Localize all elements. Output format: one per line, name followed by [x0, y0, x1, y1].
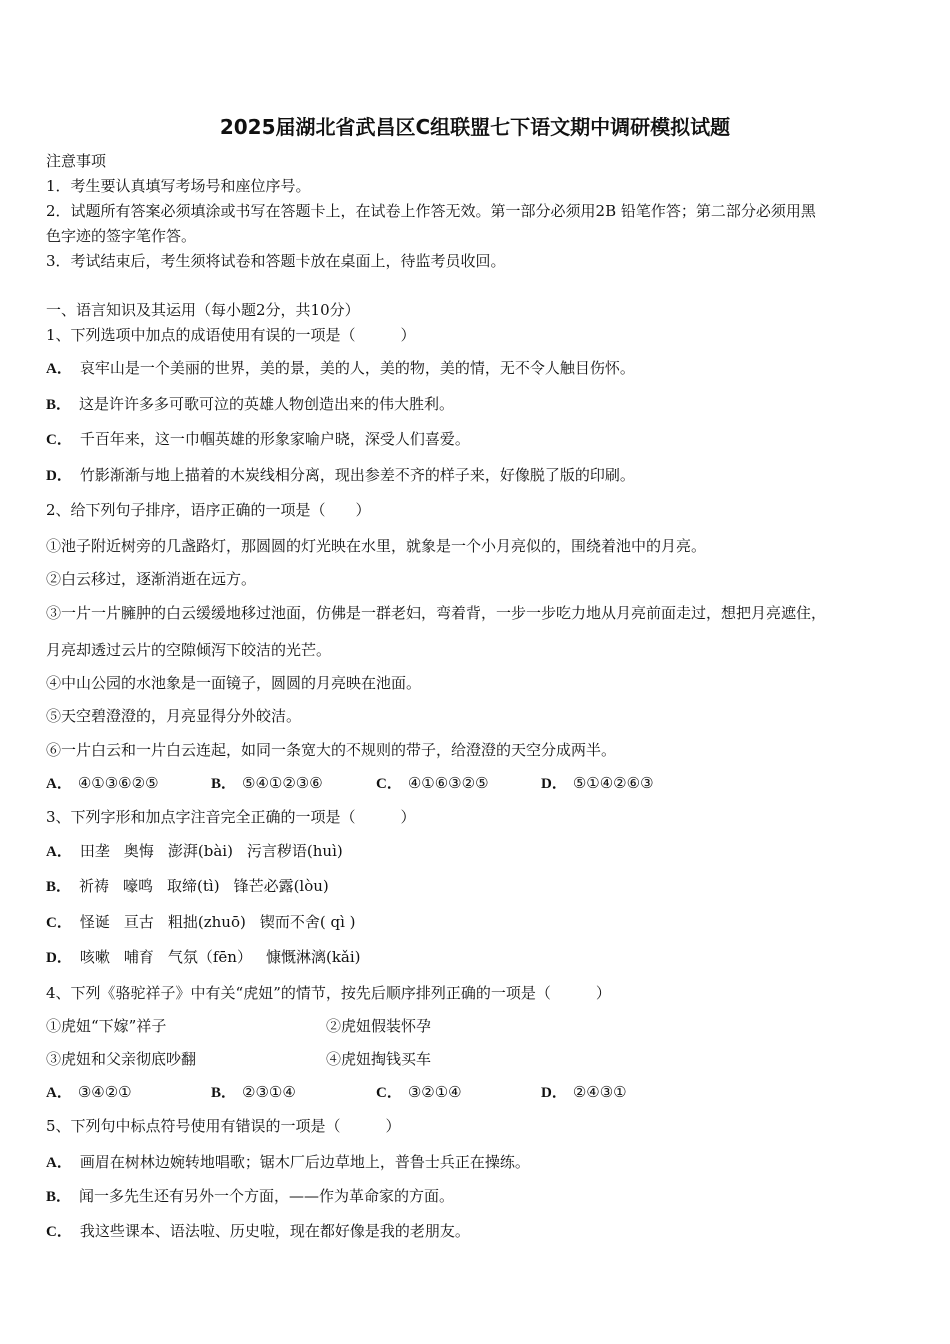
- option-label: A．: [46, 844, 72, 860]
- option-label: C．: [46, 915, 72, 931]
- choice-item: [541, 773, 706, 794]
- option-row: [46, 429, 470, 450]
- option-text: 我这些课本、语法啦、历史啦，现在都好像是我的老朋友。: [79, 1222, 470, 1240]
- choice-item: [376, 773, 541, 794]
- option-row: [46, 876, 343, 897]
- option-text: 闻一多先生还有另外一个方面，——作为革命家的方面。: [79, 1187, 455, 1205]
- sentence-item: ②白云移过，逐渐消逝在远方。: [46, 570, 257, 588]
- event-item: ②虎妞假装怀孕: [326, 1017, 432, 1035]
- option-word: 嚎鸣: [123, 877, 154, 895]
- event-row: [46, 1016, 166, 1036]
- option-row: [46, 841, 357, 862]
- choice-item: [211, 773, 376, 794]
- notice-item: 3．考试结束后，考生须将试卷和答题卡放在桌面上，待监考员收回。: [46, 252, 506, 270]
- choice-item: [541, 1082, 706, 1103]
- question-stem: 5、下列句中标点符号使用有错误的一项是（ ）: [46, 1117, 401, 1135]
- notice-heading: 注意事项: [46, 152, 107, 170]
- option-word: 锲而不舍( qì ): [259, 913, 356, 931]
- sentence-item: ③一片一片臃肿的白云缓缓地移过池面，仿佛是一群老妇，弯着背，一步一步吃力地从月亮前面走过，想把月亮遮住，: [46, 604, 827, 622]
- option-text: ②③①④: [242, 1083, 296, 1101]
- option-label: A．: [46, 776, 72, 792]
- option-text: 画眉在树林边婉转地唱歌；锯木厂后边草地上，普鲁士兵正在操练。: [79, 1153, 530, 1171]
- option-word: 田垄: [79, 842, 110, 860]
- option-label: A．: [46, 1155, 72, 1171]
- notice-item: 2．试题所有答案必须填涂或书写在答题卡上，在试卷上作答无效。第一部分必须用2B 铅笔作答；第二部分必须用黑: [46, 202, 816, 220]
- option-text: 这是许许多多可歌可泣的英雄人物创造出来的伟大胜利。: [79, 395, 455, 413]
- option-label: C．: [46, 1224, 72, 1240]
- option-word: 亘古: [123, 913, 154, 931]
- option-word: 咳嗽: [79, 948, 110, 966]
- question-stem: 4、下列《骆驼祥子》中有关“虎妞”的情节，按先后顺序排列正确的一项是（ ）: [46, 984, 611, 1002]
- option-row: [46, 358, 635, 379]
- option-label: A．: [46, 361, 72, 377]
- question-stem: 1、下列选项中加点的成语使用有误的一项是（ ）: [46, 326, 416, 344]
- option-text: 千百年来，这一巾帼英雄的形象家喻户晓，深受人们喜爱。: [79, 430, 470, 448]
- option-text: ②④③①: [572, 1083, 627, 1101]
- choices-row: [46, 1082, 706, 1103]
- page-title: 2025届湖北省武昌区C组联盟七下语文期中调研模拟试题: [219, 115, 731, 139]
- section-heading: 一、语言知识及其运用（每小题2分，共10分）: [46, 301, 360, 319]
- option-label: D．: [541, 1085, 567, 1101]
- option-label: B．: [211, 1085, 237, 1101]
- notice-item: 1．考生要认真填写考场号和座位序号。: [46, 177, 311, 195]
- choices-row: [46, 773, 706, 794]
- option-label: C．: [376, 1085, 402, 1101]
- option-row: [46, 947, 375, 968]
- choice-item: [46, 773, 211, 794]
- choice-item: [46, 1082, 211, 1103]
- option-text: 哀牢山是一个美丽的世界，美的景，美的人，美的物，美的情，无不令人触目伤怀。: [79, 359, 635, 377]
- question-stem: 2、给下列句子排序，语序正确的一项是（ ）: [46, 501, 371, 519]
- option-label: B．: [211, 776, 237, 792]
- notice-item: 色字迹的签字笔作答。: [46, 227, 197, 245]
- option-text: ⑤①④②⑥③: [572, 774, 654, 792]
- event-item: ③虎妞和父亲彻底吵翻: [46, 1050, 197, 1068]
- sentence-item: ①池子附近树旁的几盏路灯，那圆圆的灯光映在水里，就象是一个小月亮似的，围绕着池中的月亮。: [46, 537, 707, 555]
- option-word: 祈祷: [79, 877, 110, 895]
- option-text: ③②①④: [407, 1083, 462, 1101]
- option-text: ④①③⑥②⑤: [77, 774, 159, 792]
- option-row: [46, 465, 635, 486]
- option-text: ⑤④①②③⑥: [242, 774, 323, 792]
- option-row: [46, 1152, 530, 1173]
- option-label: C．: [46, 432, 72, 448]
- sentence-item: ④中山公园的水池象是一面镜子，圆圆的月亮映在池面。: [46, 674, 422, 692]
- option-label: B．: [46, 1189, 72, 1205]
- event-row: [46, 1049, 196, 1069]
- option-row: [46, 1221, 470, 1242]
- sentence-item: 月亮却透过云片的空隙倾泻下皎洁的光芒。: [46, 641, 332, 659]
- option-label: D．: [46, 950, 72, 966]
- option-word: 奥悔: [123, 842, 154, 860]
- option-row: [46, 394, 454, 415]
- option-label: B．: [46, 879, 72, 895]
- choice-item: [211, 1082, 376, 1103]
- option-word: 污言秽语(huì): [246, 842, 343, 860]
- option-text: ③④②①: [77, 1083, 132, 1101]
- sentence-item: ⑥一片白云和一片白云连起，如同一条宽大的不规则的带子，给澄澄的天空分成两半。: [46, 741, 617, 759]
- option-row: [46, 1186, 454, 1207]
- option-label: A．: [46, 1085, 72, 1101]
- option-word: 粗拙(zhuō): [167, 913, 246, 931]
- option-word: 锋芒必露(lòu): [233, 877, 329, 895]
- option-text: ④①⑥③②⑤: [407, 774, 489, 792]
- option-word: 气氛（fēn）: [167, 948, 252, 966]
- option-row: [46, 912, 369, 933]
- option-word: 怪诞: [79, 913, 110, 931]
- event-item: ④虎妞掏钱买车: [326, 1050, 432, 1068]
- choice-item: [376, 1082, 541, 1103]
- option-label: D．: [541, 776, 567, 792]
- option-word: 哺育: [123, 948, 154, 966]
- sentence-item: ⑤天空碧澄澄的，月亮显得分外皎洁。: [46, 707, 302, 725]
- option-label: C．: [376, 776, 402, 792]
- event-item: ①虎妞“下嫁”祥子: [46, 1017, 167, 1035]
- option-word: 澎湃(bài): [167, 842, 233, 860]
- option-label: D．: [46, 468, 72, 484]
- option-word: 取缔(tì): [167, 877, 220, 895]
- option-text: 竹影渐渐与地上描着的木炭线相分离，现出参差不齐的样子来，好像脱了版的印刷。: [79, 466, 635, 484]
- option-label: B．: [46, 397, 72, 413]
- question-stem: 3、下列字形和加点字注音完全正确的一项是（ ）: [46, 808, 416, 826]
- option-word: 慷慨淋漓(kǎi): [265, 948, 361, 966]
